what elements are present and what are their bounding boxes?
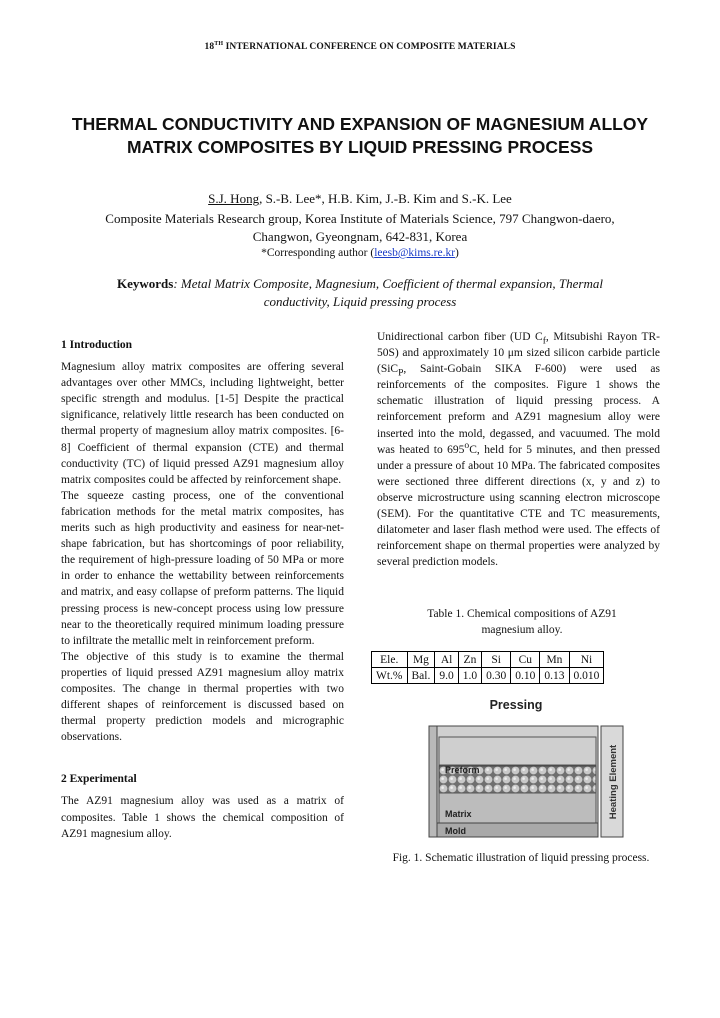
pressing-label: Pressing xyxy=(489,698,543,712)
table-cell: Cu xyxy=(511,652,540,668)
table-cell: Wt.% xyxy=(372,668,408,684)
composition-table xyxy=(371,651,604,684)
table-cell: 0.010 xyxy=(569,668,604,684)
running-header: 18TH INTERNATIONAL CONFERENCE ON COMPOSITE MATERIALS xyxy=(204,40,516,52)
liquid-pressing-schematic xyxy=(405,692,635,840)
intro-paragraph-1: Magnesium alloy matrix composites are offering several advantages over other MMCs, including lightweight, better specific strength and modulus. [1-5] Despite the practical significance, relatively little research has been conducted on thermal property of magnesium alloy matrix composites. [6-8] Coefficient of thermal expansion (CTE) and thermal conductivity (TC) of liquid pressed AZ91 magnesium alloy matrix composites could be affected by reinforcement shape. xyxy=(61,361,344,486)
table-cell: Al xyxy=(435,652,458,668)
experimental-heading: 2 Experimental xyxy=(61,773,137,786)
table-cell: 0.10 xyxy=(511,668,540,684)
table-row xyxy=(372,668,604,684)
mold-left-wall xyxy=(429,726,437,837)
table-cell: Mg xyxy=(407,652,435,668)
materials-paragraph: Unidirectional carbon fiber (UD $C_f$, Mitsubishi Rayon TR-50S) and approximately 10 μm sized silicon carbide particle (SiC$_P$, Saint-Gobain SIKA F-600) were used as reinforcements of the composites. Figure 1 shows the schematic illustration of liquid pressing process. A reinforcement preform and AZ91 magnesium alloy were inserted into the mold, degassed, and vacuumed. The mold was heated to 695$^o$C, held for 5 minutes, and then pressed under a pressure of about 10 MPa. The fabricated composites were sectioned three different directions (x, y and z) to observe microstructure using scanning electron microscope (SEM). For the quantitative CTE and TC measurements, dilatometer and laser flash method were used. The effects of reinforcement shape on thermal properties were analyzed by several prediction models. xyxy=(377,331,661,569)
preform-label: Preform xyxy=(445,765,480,775)
experimental-paragraph-1: The AZ91 magnesium alloy was used as a matrix of composites. Table 1 shows the chemical composition of AZ91 magnesium alloy. xyxy=(61,795,344,840)
corresponding-author: *Corresponding author (leesb@kims.re.kr) xyxy=(261,247,459,259)
affiliation: Composite Materials Research group, Korea Institute of Materials Science, 797 Changwon-daero, Changwon, Gyeongnam, 642-831, Korea xyxy=(105,211,615,244)
right-column-text xyxy=(377,329,660,570)
intro-heading: 1 Introduction xyxy=(61,339,133,351)
figure-caption: Fig. 1. Schematic illustration of liquid pressing process. xyxy=(392,852,650,864)
first-author: S.J. Hong xyxy=(208,191,260,206)
email-link[interactable]: leesb@kims.re.kr xyxy=(374,247,456,259)
table-cell: 9.0 xyxy=(435,668,458,684)
matrix-layer xyxy=(439,737,596,765)
table-caption: Table 1. Chemical compositions of AZ91 magnesium alloy. xyxy=(427,608,617,636)
left-column xyxy=(61,337,344,842)
table-cell: Mn xyxy=(540,652,569,668)
table-cell: Si xyxy=(482,652,511,668)
author-list: S.J. Hong, S.-B. Lee*, H.B. Kim, J.-B. Kim and S.-K. Lee xyxy=(208,191,512,206)
table-cell: 0.13 xyxy=(540,668,569,684)
paper-title: THERMAL CONDUCTIVITY AND EXPANSION OF MAGNESIUM ALLOY MATRIX COMPOSITES BY LIQUID PRESSING PROCESS xyxy=(71,114,649,157)
table-cell: Zn xyxy=(458,652,481,668)
table-cell: Bal. xyxy=(407,668,435,684)
intro-paragraph-2: The squeeze casting process, one of the conventional fabrication methods for the metal matrix composites, has merits such as high productivity and easiness for near-net-shape fabrication, but has shortcomings of poor reliability, the requirement of high-pressure loading of 50 MPa or more in order to enhance the wettability between reinforcements and matrix, and easy collapse of preform patterns. The liquid pressing process is new-concept process using low pressure near to the theoretically required minimum loading pressure to infiltrate the metallic melt in reinforcement preform. xyxy=(61,489,344,647)
matrix-label: Matrix xyxy=(445,809,472,819)
mold-label: Mold xyxy=(445,826,466,836)
table-cell: Ele. xyxy=(372,652,408,668)
keywords: Keywords: Metal Matrix Composite, Magnesium, Coefficient of thermal expansion, Thermal conductivity, Liquid pressing process xyxy=(116,276,603,309)
heating-element-label: Heating Element xyxy=(608,744,619,820)
intro-paragraph-3: The objective of this study is to examine the thermal properties of liquid pressed AZ91 magnesium alloy matrix composites. The change in thermal properties with two different shapes of reinforcement is discussed based on thermal property prediction models and micrographic observations. xyxy=(61,650,344,744)
table-cell: 1.0 xyxy=(458,668,481,684)
table-header-row xyxy=(372,652,604,668)
keywords-label: Keywords xyxy=(116,276,174,291)
table-cell: 0.30 xyxy=(482,668,511,684)
table-cell: Ni xyxy=(569,652,604,668)
